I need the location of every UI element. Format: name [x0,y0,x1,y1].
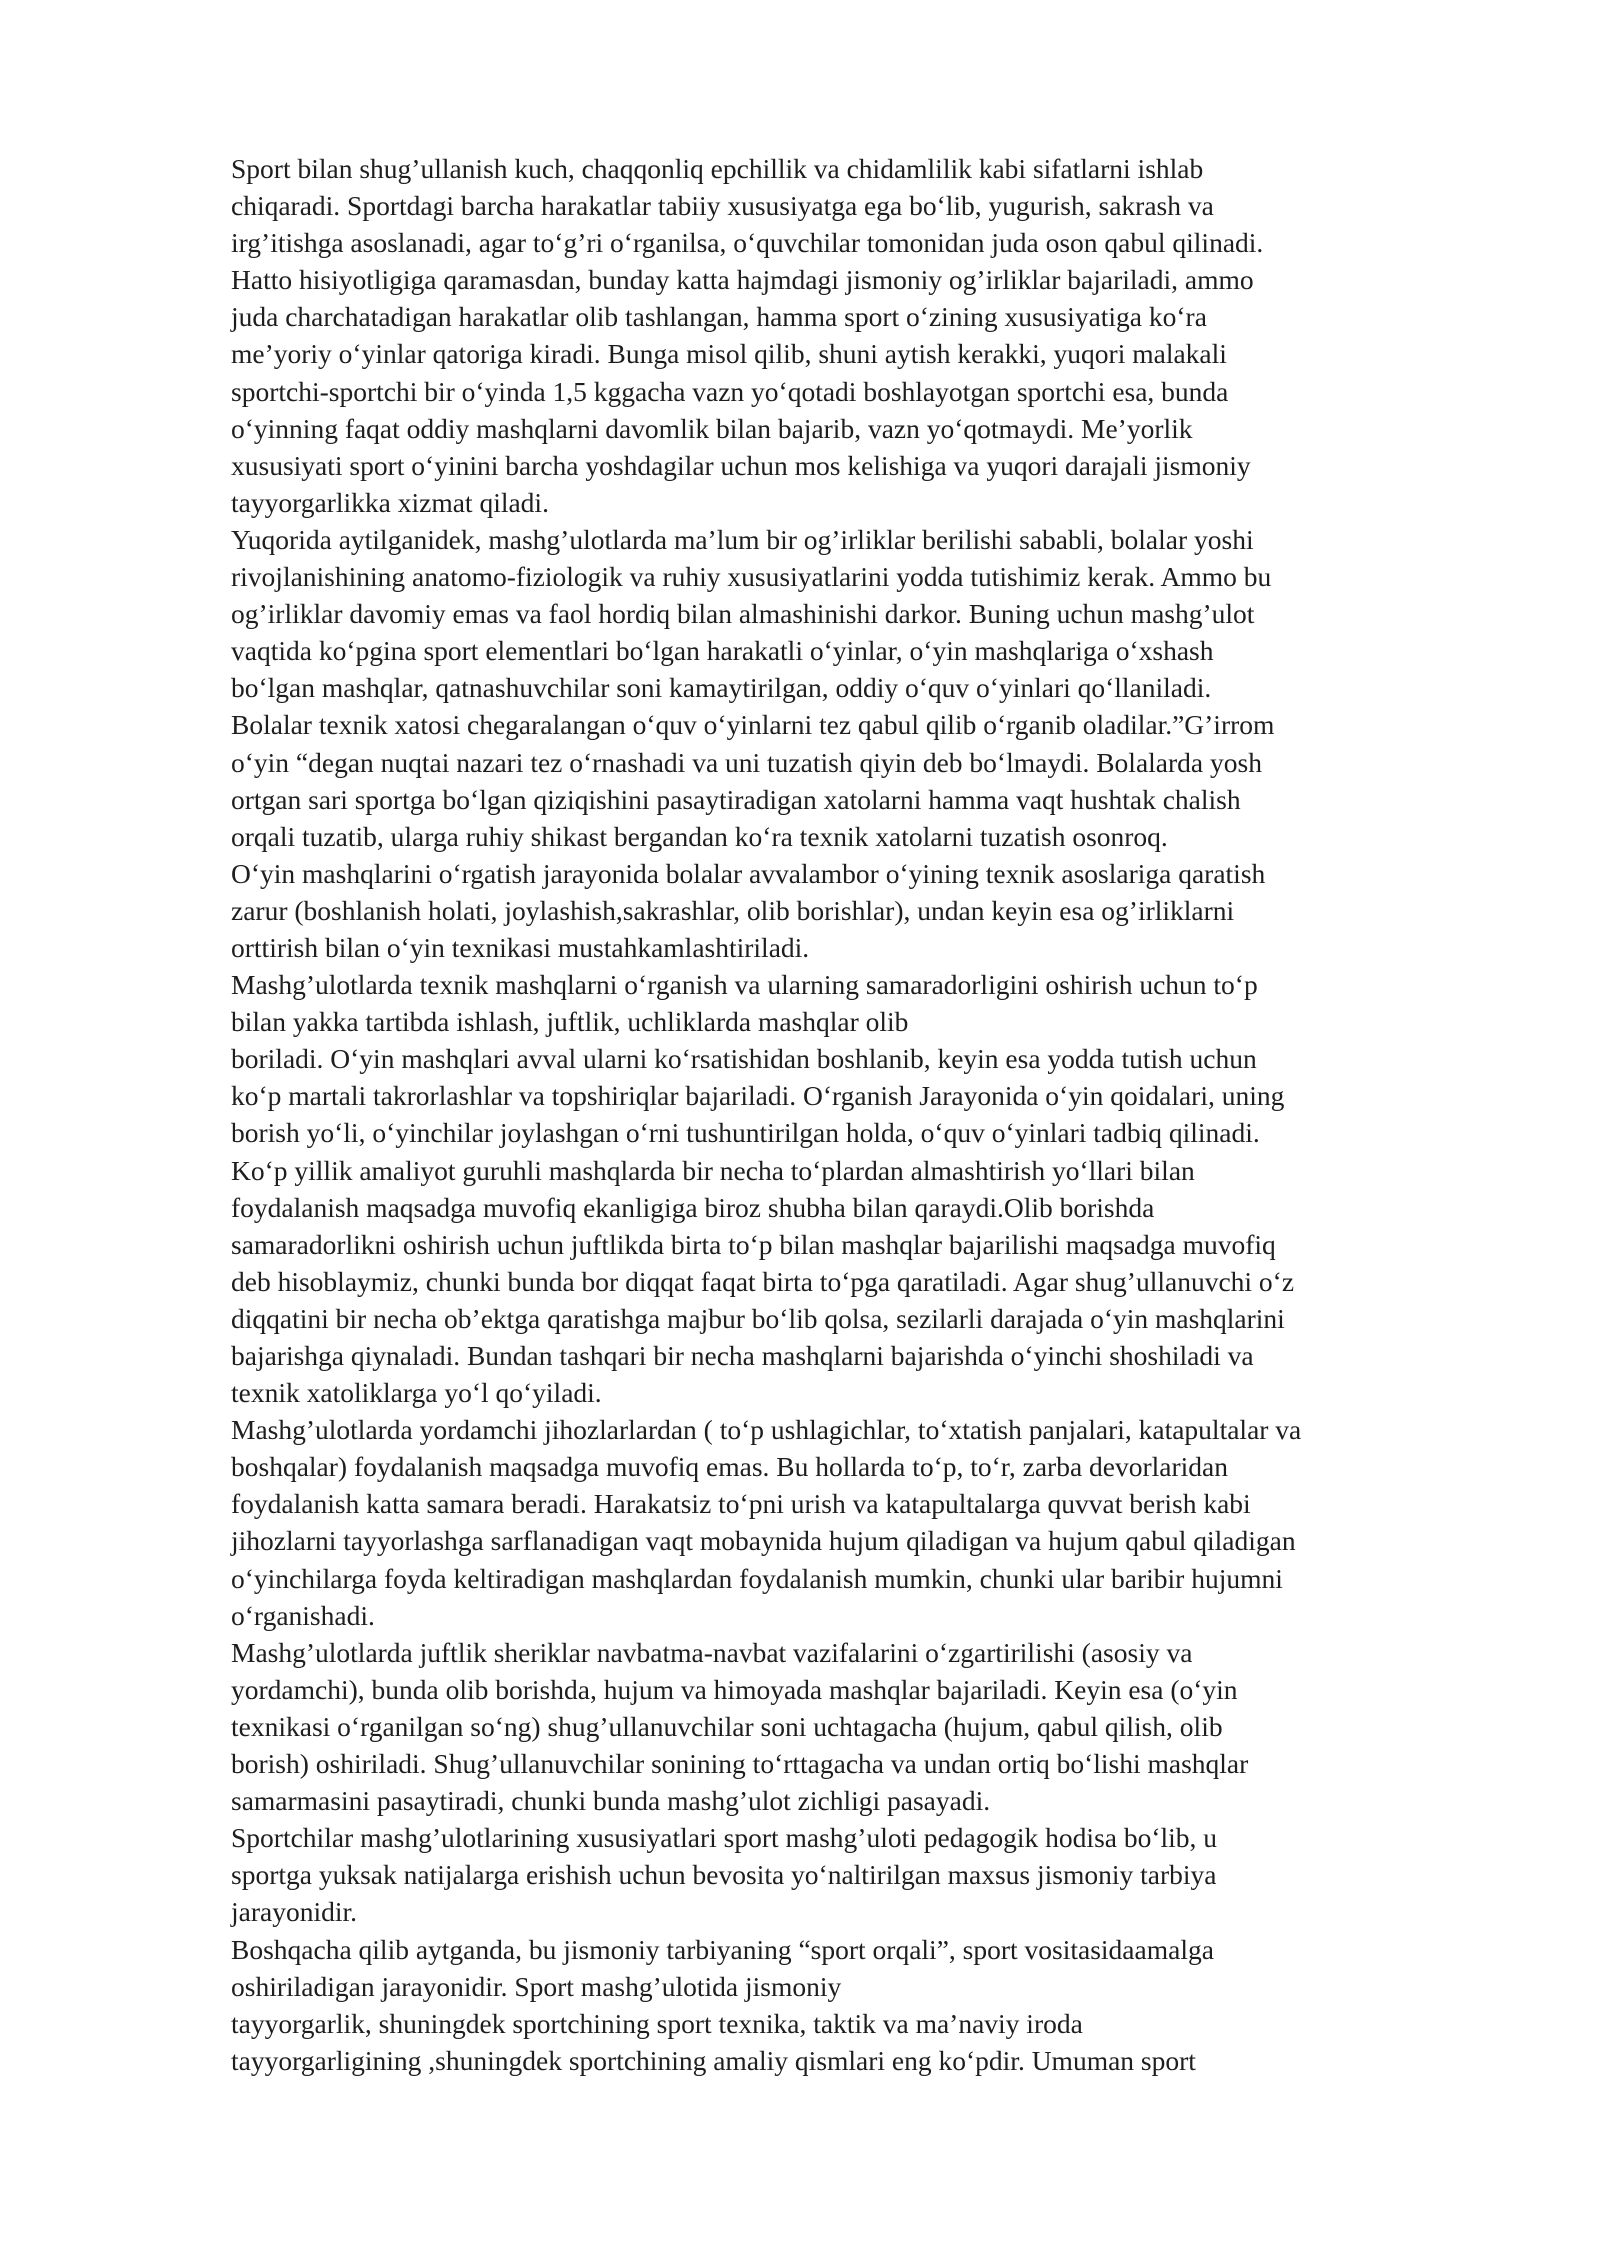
text-line: vaqtida ko‘pgina sport elementlari bo‘lgan harakatli o‘yinlar, o‘yin mashqlariga o‘xshash [231,635,1214,667]
text-line: foydalanish maqsadga muvofiq ekanligiga biroz shubha bilan qaraydi.Olib borishda [231,1191,1155,1223]
text-line: o‘rganishadi. [231,1599,375,1631]
text-line: tayyorgarlikka xizmat qiladi. [231,486,549,518]
text-line: orttirish bilan o‘yin texnikasi mustahkamlashtiriladi. [231,931,810,963]
text-line: sportga yuksak natijalarga erishish uchun bevosita yo‘naltirilgan maxsus jismoniy tarbiya [231,1859,1217,1891]
text-line: Yuqorida aytilganidek, mashg’ulotlarda ma’lum bir og’irliklar berilishi sababli, bolalar yoshi [231,523,1254,555]
text-line: foydalanish katta samara beradi. Harakatsiz to‘pni urish va katapultalarga quvvat berish kabi [231,1488,1251,1520]
text-line: chiqaradi. Sportdagi barcha harakatlar tabiiy xususiyatga ega bo‘lib, yugurish, sakrash va [231,190,1214,222]
text-line: Bolalar texnik xatosi chegaralangan o‘quv o‘yinlarni tez qabul qilib o‘rganib oladilar.”G’irrom [231,709,1275,741]
text-line: bajarishga qiynaladi. Bundan tashqari bir necha mashqlarni bajarishda o‘yinchi shoshiladi va [231,1340,1254,1371]
text-line: texnikasi o‘rganilgan so‘ng) shug’ullanuvchilar soni uchtagacha (hujum, qabul qilish, olib [231,1710,1223,1742]
text-line: oshiriladigan jarayonidir. Sport mashg’ulotida jismoniy [231,1970,842,2002]
text-line: me’yoriy o‘yinlar qatoriga kiradi. Bunga misol qilib, shuni aytish kerakki, yuqori malakali [231,338,1227,370]
document-page [231,150,1531,2079]
text-line: Hatto hisiyotligiga qaramasdan, bunday katta hajmdagi jismoniy og’irliklar bajariladi, ammo [231,264,1254,296]
text-line: juda charchatadigan harakatlar olib tashlangan, hamma sport o‘zining xususiyatiga ko‘ra [231,301,1207,333]
text-line: orqali tuzatib, ularga ruhiy shikast bergandan ko‘ra texnik xatolarni tuzatish osonroq. [231,820,1168,852]
text-line: zarur (boshlanish holati, joylashish,sakrashlar, olib borishlar), undan keyin esa og’irliklarni [231,894,1235,926]
text-line: ko‘p martali takrorlashlar va topshiriqlar bajariladi. O‘rganish Jarayonida o‘yin qoidalari, uning [231,1080,1285,1112]
text-line: bo‘lgan mashqlar, qatnashuvchilar soni kamaytirilgan, oddiy o‘quv o‘yinlari qo‘llaniladi. [231,672,1212,704]
text-line: Sportchilar mashg’ulotlarining xususiyatlari sport mashg’uloti pedagogik hodisa bo‘lib, u [231,1822,1218,1854]
text-line: o‘yinchilarga foyda keltiradigan mashqlardan foydalanish mumkin, chunki ular baribir hujumni [231,1562,1283,1594]
text-line: Mashg’ulotlarda texnik mashqlarni o‘rganish va ularning samaradorligini oshirish uchun to‘p [231,969,1258,1001]
text-line: irg’itishga asoslanadi, agar to‘g’ri o‘rganilsa, o‘quvchilar tomonidan juda oson qabul qilinadi. [231,227,1264,259]
text-line: bilan yakka tartibda ishlash, juftlik, uchliklarda mashqlar olib [231,1006,909,1038]
text-line: Mashg’ulotlarda yordamchi jihozlarlardan ( to‘p ushlagichlar, to‘xtatish panjalari, katapultalar va [231,1414,1302,1446]
text-line: tayyorgarligining ,shuningdek sportchining amaliy qismlari eng ko‘pdir. Umuman sport [231,2044,1196,2076]
text-line: Ko‘p yillik amaliyot guruhli mashqlarda bir necha to‘plardan almashtirish yo‘llari bilan [231,1154,1195,1186]
text-line: deb hisoblaymiz, chunki bunda bor diqqat faqat birta to‘pga qaratiladi. Agar shug’ullanuvchi o‘z [231,1265,1295,1297]
text-line: samarmasini pasaytiradi, chunki bunda mashg’ulot zichligi pasayadi. [231,1785,991,1817]
text-line: O‘yin mashqlarini o‘rgatish jarayonida bolalar avvalambor o‘yining texnik asoslariga qaratish [231,857,1266,889]
text-line: rivojlanishining anatomo-fiziologik va ruhiy xususiyatlarini yodda tutishimiz kerak. Ammo bu [231,561,1272,593]
text-line: boriladi. O‘yin mashqlari avval ularni ko‘rsatishidan boshlanib, keyin esa yodda tutish uchun [231,1043,1257,1075]
text-line: ortgan sari sportga bo‘lgan qiziqishini pasaytiradigan xatolarni hamma vaqt hushtak chalish [231,783,1241,815]
text-line: Sport bilan shug’ullanish kuch, chaqqonliq epchillik va chidamlilik kabi sifatlarni ishlab [231,153,1204,184]
text-line: o‘yin “degan nuqtai nazari tez o‘rnashadi va uni tuzatish qiyin deb bo‘lmaydi. Bolalarda yosh [231,746,1262,778]
text-line: texnik xatoliklarga yo‘l qo‘yiladi. [231,1377,602,1409]
text-line: o‘yinning faqat oddiy mashqlarni davomlik bilan bajarib, vazn yo‘qotmaydi. Me’yorlik [231,412,1193,444]
text-line: xususiyati sport o‘yinini barcha yoshdagilar uchun mos kelishiga va yuqori darajali jismoniy [231,449,1251,481]
text-line: Boshqacha qilib aytganda, bu jismoniy tarbiyaning “sport orqali”, sport vositasidaamalga [231,1933,1214,1965]
text-line: yordamchi), bunda olib borishda, hujum va himoyada mashqlar bajariladi. Keyin esa (o‘yin [231,1673,1238,1705]
text-line: borish yo‘li, o‘yinchilar joylashgan o‘rni tushuntirilgan holda, o‘quv o‘yinlari tadbiq qilinadi. [231,1117,1260,1149]
text-line: Mashg’ulotlarda juftlik sheriklar navbatma-navbat vazifalarini o‘zgartirilishi (asosiy va [231,1636,1193,1668]
text-line: samaradorlikni oshirish uchun juftlikda birta to‘p bilan mashqlar bajarilishi maqsadga muvofiq [231,1228,1276,1260]
text-line: sportchi-sportchi bir o‘yinda 1,5 kggacha vazn yo‘qotadi boshlayotgan sportchi esa, bunda [231,375,1229,407]
text-line: diqqatini bir necha ob’ektga qaratishga majbur bo‘lib qolsa, sezilarli darajada o‘yin mashqlarini [231,1302,1285,1334]
text-line: boshqalar) foydalanish maqsadga muvofiq emas. Bu hollarda to‘p, to‘r, zarba devorlaridan [231,1451,1228,1483]
text-line: og’irliklar davomiy emas va faol hordiq bilan almashinishi darkor. Buning uchun mashg’ulot [231,598,1255,630]
text-line: borish) oshiriladi. Shug’ullanuvchilar sonining to‘rttagacha va undan ortiq bo‘lishi mashqlar [231,1748,1249,1780]
text-line: jihozlarni tayyorlashga sarflanadigan vaqt mobaynida hujum qiladigan va hujum qabul qiladigan [231,1525,1296,1557]
text-line: tayyorgarlik, shuningdek sportchining sport texnika, taktik va ma’naviy iroda [231,2007,1083,2039]
text-line: jarayonidir. [231,1896,358,1928]
